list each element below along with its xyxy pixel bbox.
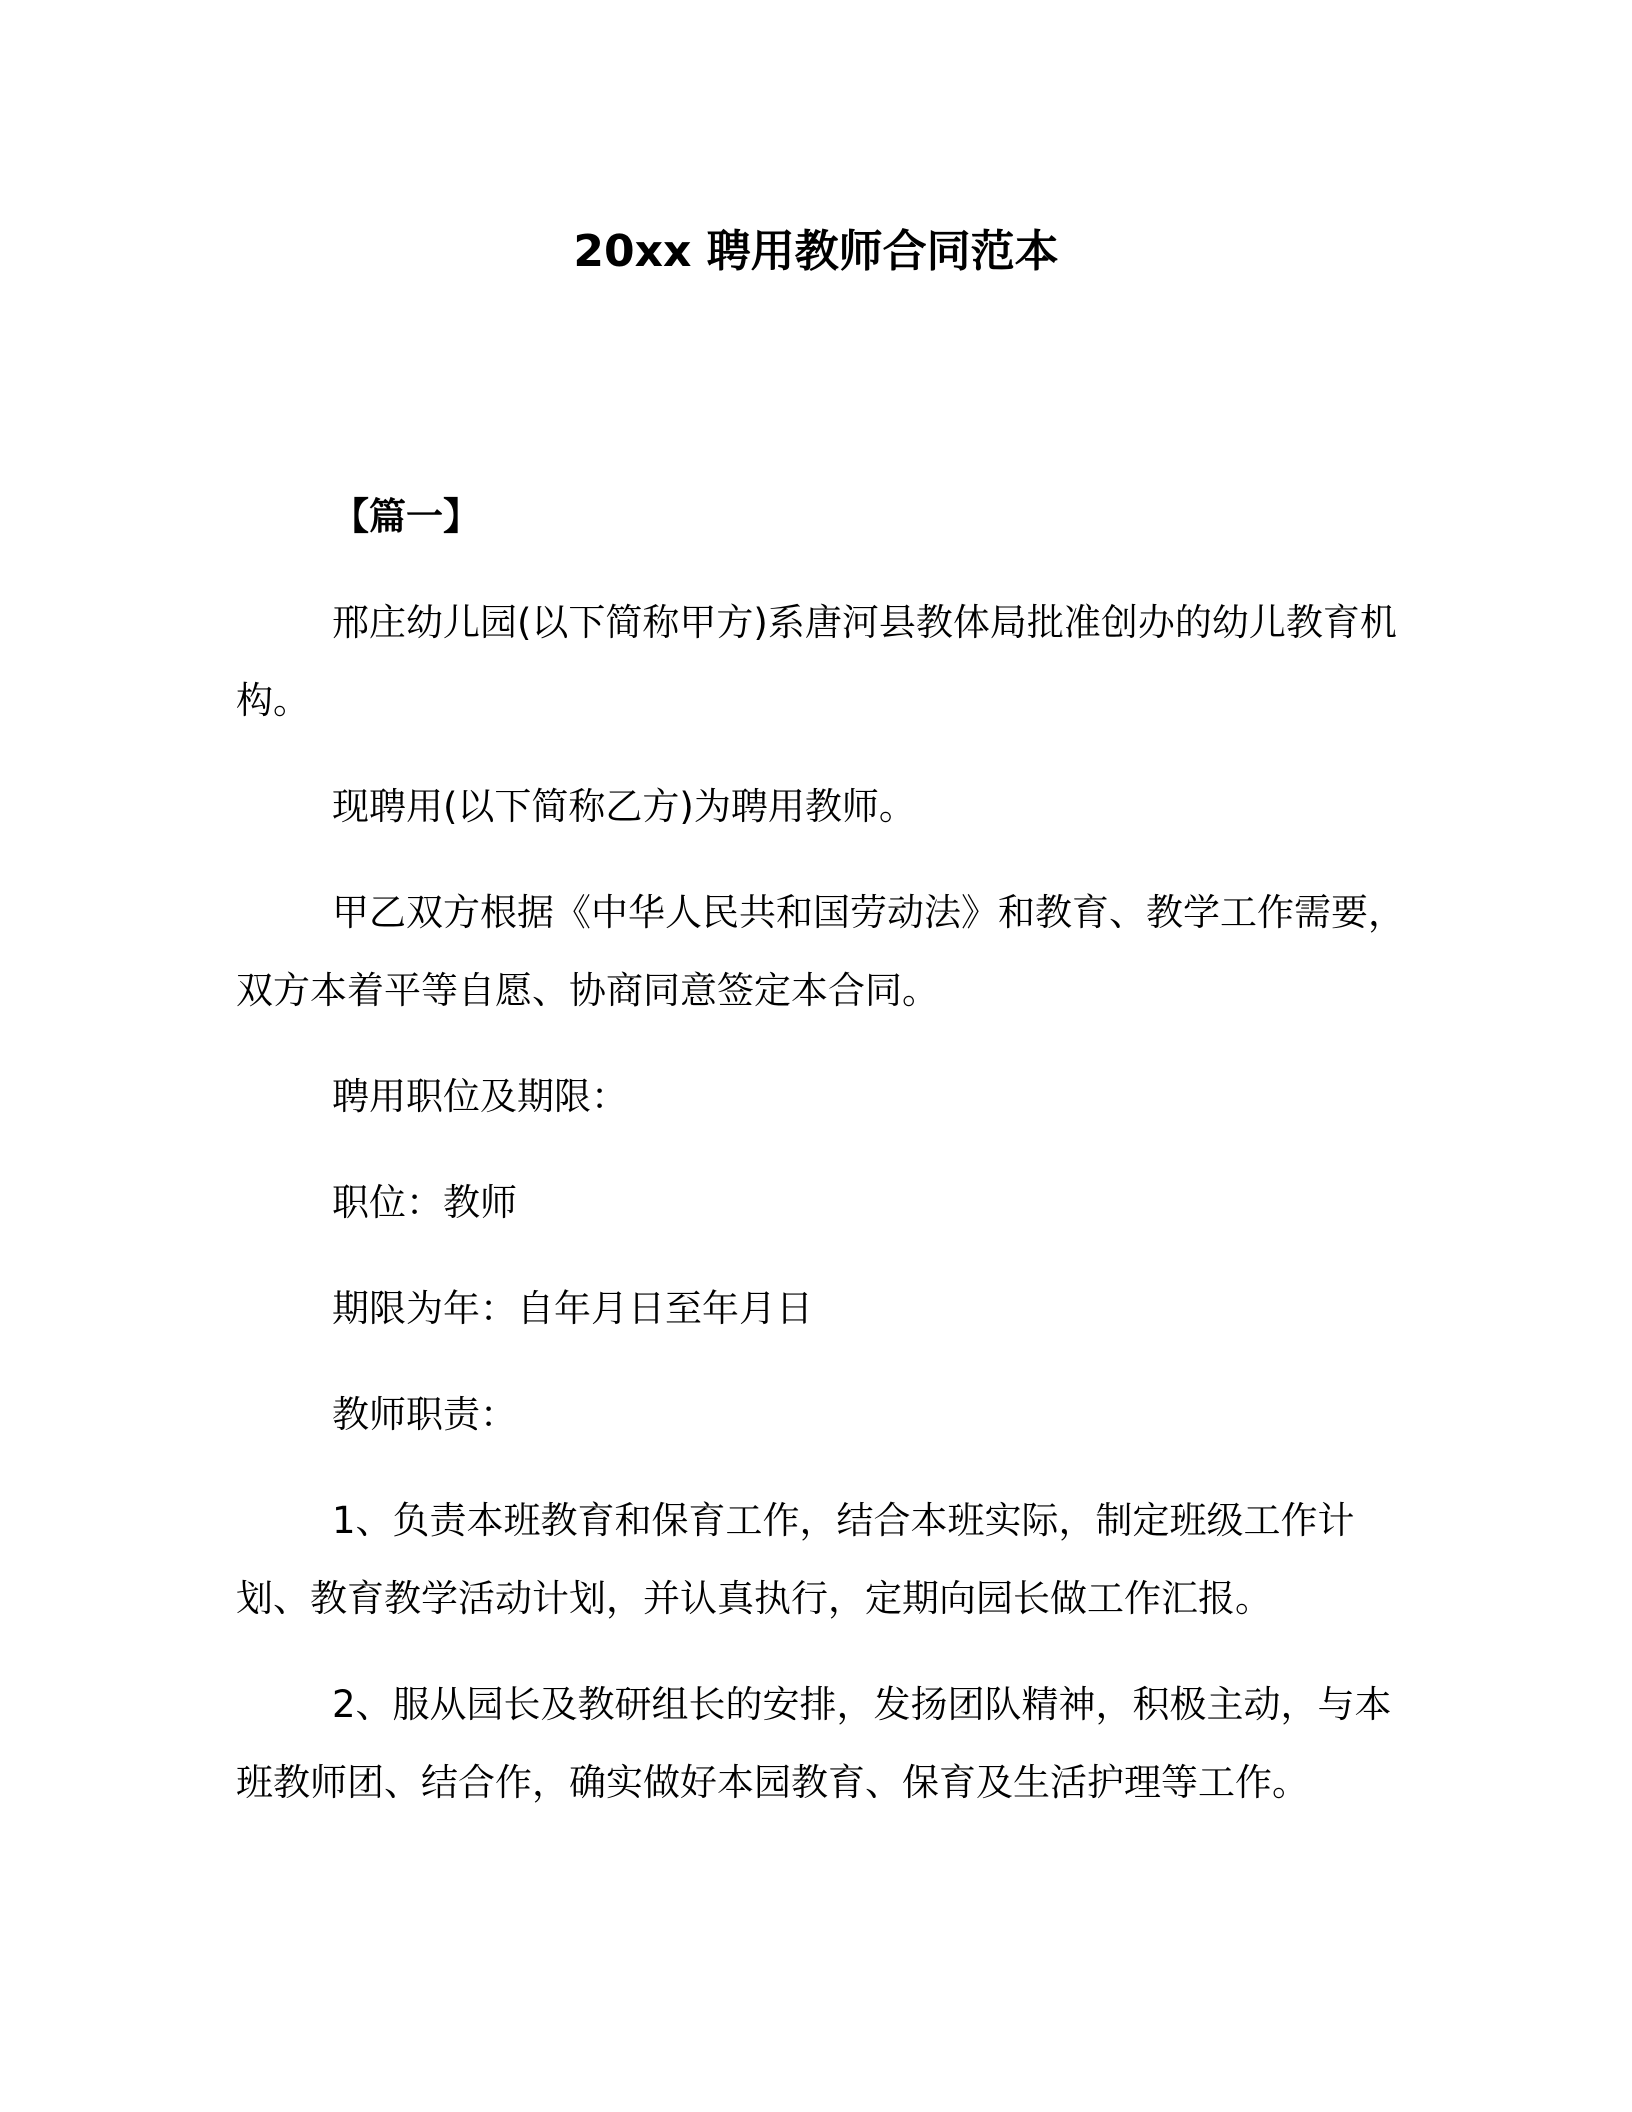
document-title: 20xx 聘用教师合同范本 xyxy=(573,226,1059,277)
paragraph-position: 职位：教师 xyxy=(332,1181,517,1224)
paragraph-basis: 甲乙双方根据《中华人民共和国劳动法》和教育、教学工作需要，双方本着平等自愿、协商同意签定本合同。 xyxy=(236,891,1405,1012)
document-body xyxy=(236,478,1406,1822)
paragraph-duty-2: 2、服从园长及教研组长的安排，发扬团队精神，积极主动，与本班教师团、结合作，确实做好本园教育、保育及生活护理等工作。 xyxy=(236,1683,1392,1804)
paragraph-term: 期限为年：自年月日至年月日 xyxy=(332,1287,813,1330)
paragraph-position-term-heading: 聘用职位及期限： xyxy=(332,1075,628,1118)
paragraph-duties-heading: 教师职责： xyxy=(332,1393,517,1436)
section-heading: 【篇一】 xyxy=(332,495,480,538)
paragraph-intro: 邢庄幼儿园(以下简称甲方)系唐河县教体局批准创办的幼儿教育机构。 xyxy=(236,601,1397,722)
paragraph-employment: 现聘用(以下简称乙方)为聘用教师。 xyxy=(332,785,916,828)
paragraph-duty-1: 1、负责本班教育和保育工作，结合本班实际，制定班级工作计划、教育教学活动计划，并认真执行，定期向园长做工作汇报。 xyxy=(236,1499,1355,1620)
